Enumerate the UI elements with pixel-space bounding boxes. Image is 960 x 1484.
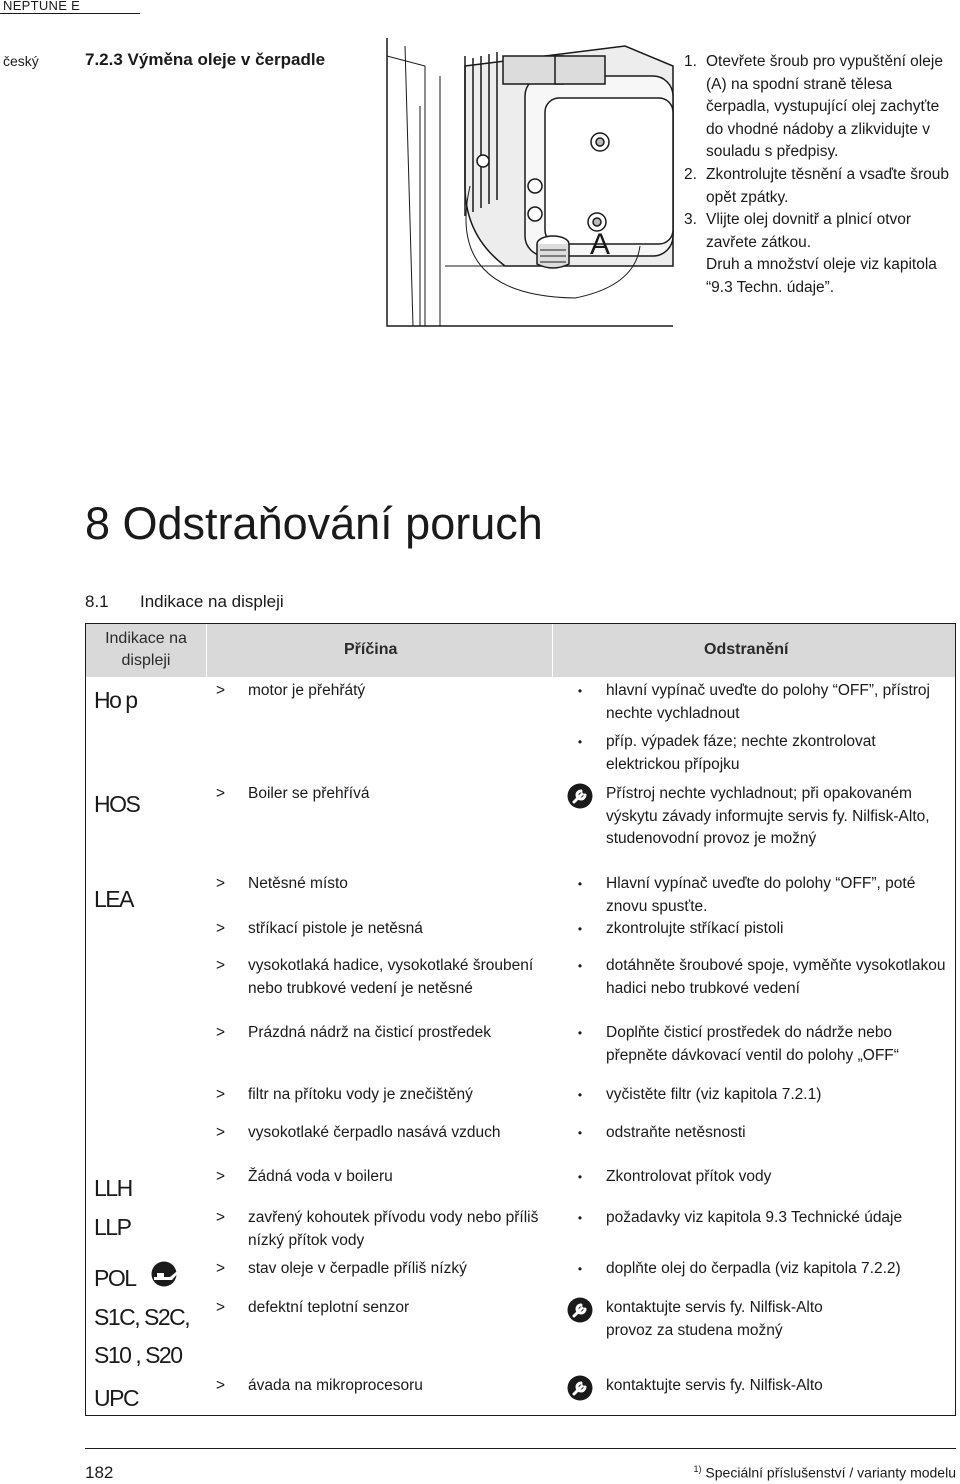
subsection-number: 8.1 [85,592,109,611]
code-s1c: S1C, S2C, [94,1304,190,1330]
remedy-row: • dotáhněte šroubové spoje, vyměňte vysokotlakou hadici nebo trubkové vedení [577,957,946,997]
table-header [86,624,955,677]
code-llh: LLH [94,1175,132,1201]
cause-row: > zavřený kohoutek přívodu vody nebo příliš nízký přítok vody [216,1209,539,1249]
section-heading: 7.2.3 Výměna oleje v čerpadle [85,50,326,69]
figure-label-a: A [590,228,611,261]
remedy-row: • hlavní vypínač uveďte do polohy “OFF”, přístroj nechte vychladnout [577,682,930,722]
cause-row: > vysokotlaké čerpadlo nasává vzduch [216,1124,501,1141]
brand-name: NEPTUNE E [3,0,81,13]
header-divider [552,624,553,677]
cause-row: > stříkací pistole je netěsná [216,920,423,937]
header-divider [206,624,207,677]
subsection-heading [85,592,284,612]
remedy-row: • požadavky viz kapitola 9.3 Technické údaje [577,1209,903,1226]
cause-row: > Žádná voda v boileru [216,1168,393,1185]
footer-rule [85,1448,956,1449]
remedy-row: • doplňte olej do čerpadla (viz kapitola 7.2.2) [577,1260,901,1277]
header-remedy: Odstranění [704,641,789,658]
pump-oil-drain-illustration [385,36,675,328]
cause-row: > defektní teplotní senzor [216,1299,410,1316]
language-label: český [3,53,39,69]
wrench-icon [567,1375,593,1401]
step-3: 3. Vlijte olej dovnitř a plnicí otvor zavřete zátkou. [684,211,912,251]
step-1: 1. Otevřete šroub pro vypuštění oleje (A) na spodní straně tělesa čerpadla, vystupující olej zachyťte do vhodné nádoby a zlikvidujte v souladu s předpisy. [684,53,943,161]
page-number: 182 [85,1463,114,1482]
subsection-title: Indikace na displeji [140,592,284,611]
remedy-row: Přístroj nechte vychladnout; při opakovaném výskytu závady informujte servis fy. Nilfisk-Alto, studenovodní provoz je možný [554,783,954,851]
wrench-icon [567,783,593,809]
footnote: $^{1)}$ Speciální příslušenství / varianty modelu [693,1464,956,1481]
code-s10: S10 , S20 [94,1342,182,1368]
header-display: Indikace na displeji [105,630,187,669]
remedy-row: • odstraňte netěsnosti [577,1124,746,1141]
cause-row: > ávada na mikroprocesoru [216,1377,423,1394]
code-hop: Ho p [94,687,137,713]
remedy-row: • Doplňte čisticí prostředek do nádrže nebo přepněte dávkovací ventil do polohy „OFF“ [577,1024,899,1064]
oil-can-icon [146,1261,184,1287]
cause-row: > Netěsné místo [216,875,348,892]
cause-row: > stav oleje v čerpadle příliš nízký [216,1260,467,1277]
cause-row: > motor je přehřátý [216,682,366,699]
remedy-row: • vyčistěte filtr (viz kapitola 7.2.1) [577,1086,822,1103]
code-pol: POL [94,1265,136,1291]
cause-row: > vysokotlaká hadice, vysokotlaké šroubení nebo trubkové vedení je netěsné [216,957,534,997]
troubleshooting-table [85,623,956,1416]
cause-row: > filtr na přítoku vody je znečištěný [216,1086,473,1103]
header-cause: Příčina [344,641,398,658]
header-rule [0,13,140,14]
code-hos: HOS [94,791,140,817]
code-llp: LLP [94,1214,131,1240]
remedy-row: • příp. výpadek fáze; nechte zkontrolovat elektrickou přípojku [577,733,876,773]
remedy-row: kontaktujte servis fy. Nilfisk-Alto [554,1375,954,1409]
cause-row: > Prázdná nádrž na čisticí prostředek [216,1024,491,1041]
step-note: Druh a množství oleje viz kapitola “9.3 Techn. údaje”. [706,256,937,296]
chapter-title: 8 Odstraňování poruch [85,498,543,549]
wrench-icon [567,1297,593,1323]
code-upc: UPC [94,1385,139,1411]
remedy-row: • Zkontrolovat přítok vody [577,1168,772,1185]
cause-row: > Boiler se přehřívá [216,785,370,802]
remedy-row: • zkontrolujte stříkací pistoli [577,920,784,937]
remedy-row: • Hlavní vypínač uveďte do polohy “OFF”, poté znovu spusťte. [577,875,916,915]
instruction-steps [684,51,960,300]
step-2: 2. Zkontrolujte těsnění a vsaďte šroub opět zpátky. [684,165,950,206]
remedy-row: kontaktujte servis fy. Nilfisk-Alto provoz za studena možný [554,1297,954,1342]
code-lea: LEA [94,886,133,912]
